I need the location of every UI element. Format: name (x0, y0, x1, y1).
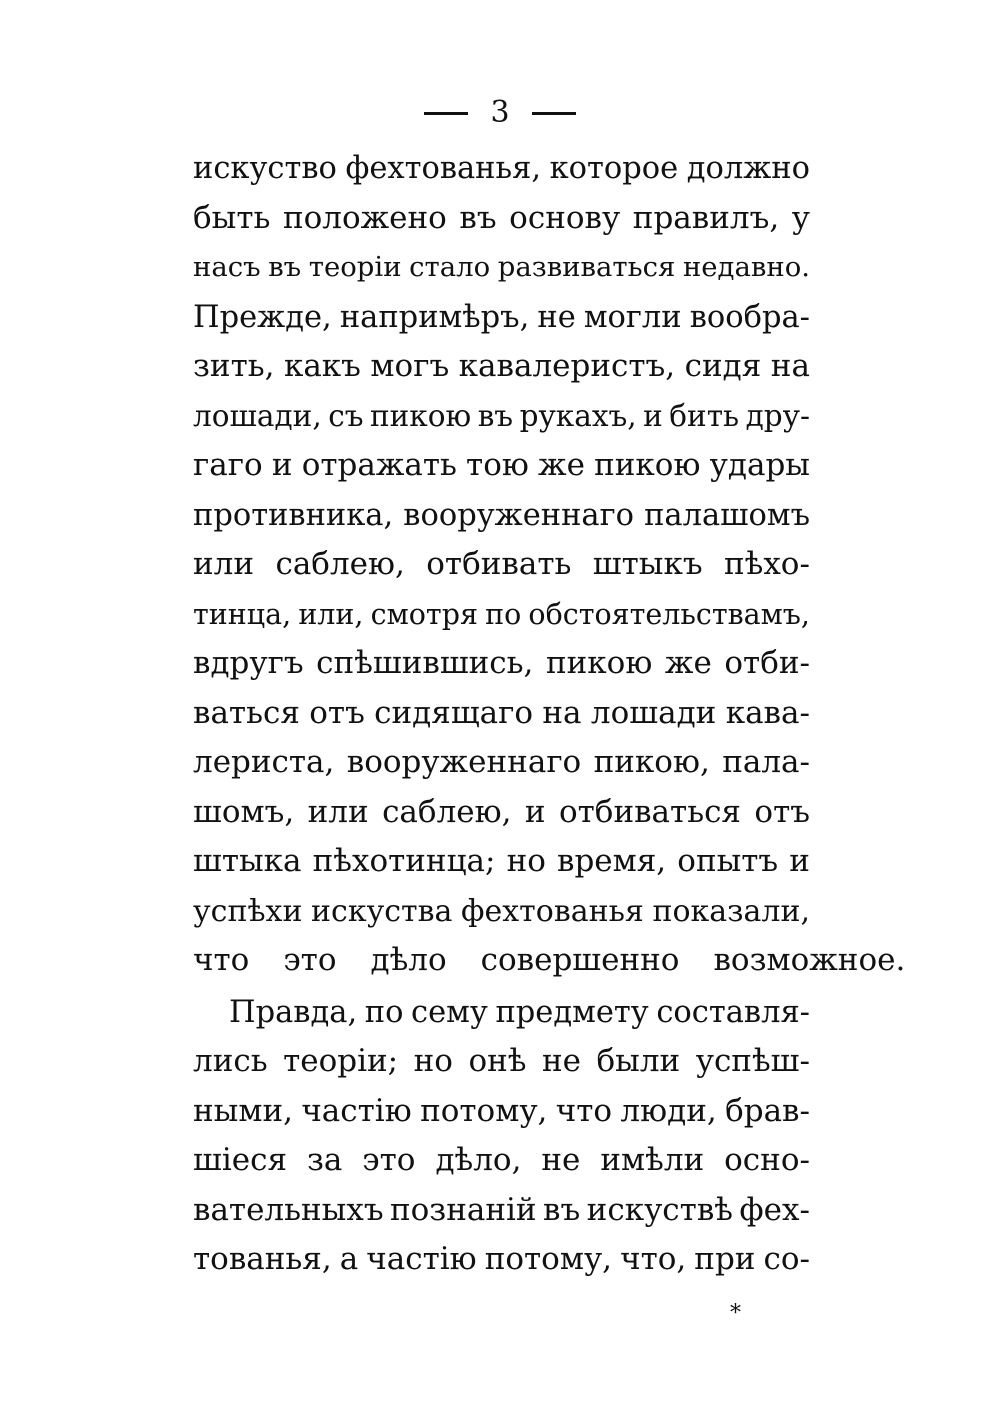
word: пѣхотинца; (312, 843, 496, 879)
word: вдругъ (193, 645, 304, 681)
word: могъ (370, 348, 450, 384)
word: же (538, 447, 585, 483)
word: бить (669, 398, 740, 433)
word: отбивать (426, 546, 572, 582)
word: дѣло (370, 942, 447, 978)
word: что, (620, 1241, 687, 1277)
word: въ (268, 251, 302, 283)
word: что (555, 1092, 613, 1129)
word: сидя (684, 348, 762, 384)
word: смотря (370, 597, 478, 631)
text-line (193, 988, 810, 1038)
word: и (789, 843, 810, 879)
word: ными, (193, 1092, 293, 1129)
word: со- (763, 1241, 810, 1277)
word: частію (301, 1092, 412, 1129)
word: стало (409, 251, 491, 283)
word: не (541, 1142, 581, 1178)
word: это (283, 942, 337, 978)
word: кавалеристъ, (458, 348, 676, 384)
word: были (596, 1043, 681, 1079)
word: саблею, (275, 546, 405, 582)
word: гаго (193, 447, 263, 483)
word: шомъ, (193, 793, 295, 830)
word: обстоятельствамъ, (528, 597, 810, 631)
word: шіеся (193, 1142, 287, 1178)
word: напримѣръ, (339, 299, 530, 335)
word: или (307, 793, 369, 830)
word: штыкъ (592, 546, 703, 582)
word: и (643, 398, 663, 433)
text-line (193, 788, 810, 838)
word: пикою (369, 398, 472, 433)
text-line (193, 491, 810, 541)
word: а (339, 1241, 359, 1277)
word: палашомъ (644, 497, 810, 533)
text-line (193, 194, 810, 244)
word: въ (459, 199, 497, 236)
word: съ (328, 398, 364, 433)
word: совершенно (480, 942, 680, 978)
word: противника, (193, 497, 394, 533)
word: за (306, 1142, 343, 1178)
page-header (0, 92, 1000, 133)
word: пѣхо- (723, 546, 810, 582)
word: по (364, 994, 404, 1030)
text-line (193, 342, 810, 392)
word: успѣш- (695, 1043, 810, 1079)
word: отражать (301, 447, 457, 483)
text-line (193, 293, 810, 343)
word: насъ (193, 251, 261, 283)
word: могли (583, 299, 682, 335)
word: люди, (620, 1092, 717, 1129)
word: положено (282, 199, 447, 236)
word: быть (193, 199, 271, 236)
word: отбиваться (558, 793, 741, 830)
word: опытъ (677, 843, 779, 879)
word: тинца, (193, 597, 292, 631)
text-line (193, 738, 810, 788)
word: кава- (725, 694, 810, 731)
word: но (506, 843, 546, 879)
word: теоріи; (283, 1043, 399, 1079)
word: пала- (722, 744, 810, 780)
word: тованья, (193, 1241, 332, 1277)
text-line (193, 1087, 810, 1137)
word: познаній (389, 1191, 537, 1228)
text-line (193, 837, 810, 887)
word: правилъ, (632, 199, 780, 236)
text-line (193, 1186, 810, 1236)
word: сему (411, 994, 488, 1030)
word: лошади (590, 694, 717, 731)
word: ваться (193, 694, 300, 731)
text-line (193, 1037, 810, 1087)
word: успѣхи (193, 893, 303, 929)
word: частію (366, 1241, 477, 1277)
word: лись (193, 1043, 268, 1079)
word: пикою, (593, 744, 710, 780)
word: въ (543, 1191, 581, 1228)
word: фехтованья, (345, 151, 542, 186)
word: въ (477, 398, 514, 433)
text-line (193, 887, 810, 937)
word: искуствѣ (586, 1191, 733, 1228)
word: не (537, 299, 576, 335)
word: дру- (745, 398, 810, 433)
word: но (413, 1043, 453, 1079)
word: отъ (309, 694, 365, 731)
word: должно (686, 151, 810, 186)
text-line (193, 392, 810, 442)
word: фехтованья (461, 893, 644, 929)
text-line (193, 540, 810, 590)
body-text (193, 144, 906, 1285)
word: показали, (652, 893, 810, 929)
word: Правда, (229, 994, 358, 1030)
word: отби- (724, 645, 810, 681)
word: время, (557, 843, 667, 879)
word: которое (549, 151, 679, 186)
signature-mark: * (730, 1301, 741, 1326)
word: и (524, 793, 546, 830)
word: что (193, 942, 250, 978)
header-dash-left (424, 112, 468, 115)
page-number: 3 (490, 95, 510, 130)
word: же (664, 645, 712, 681)
word: основу (509, 199, 621, 236)
word: фех- (739, 1191, 810, 1228)
word: составля- (656, 994, 810, 1030)
word: не (541, 1043, 581, 1079)
text-line (193, 639, 810, 689)
header-dash-right (532, 112, 576, 115)
word: искуство (193, 151, 337, 186)
word: искуства (311, 893, 453, 929)
word: возможное. (713, 942, 906, 978)
word: брав- (725, 1092, 810, 1129)
word: сидящаго (374, 694, 534, 731)
word: вооруженнаго (346, 744, 582, 780)
word: вооруженнаго (403, 497, 634, 533)
word: потому, (484, 1241, 613, 1277)
word: вообра- (689, 299, 810, 335)
text-line (193, 590, 810, 640)
word: вательныхъ (193, 1191, 384, 1228)
word: саблею, (382, 793, 512, 830)
word: какъ (283, 348, 361, 384)
text-line (193, 1235, 810, 1285)
word: Прежде, (193, 299, 332, 335)
text-line (193, 936, 906, 986)
word: или (193, 546, 255, 582)
word: развиваться (497, 251, 676, 283)
word: у (791, 199, 810, 236)
word: по (485, 597, 522, 631)
word: лошади, (193, 398, 322, 433)
word: на (542, 694, 582, 731)
word: это (362, 1142, 416, 1178)
word: дѣло, (435, 1142, 522, 1178)
word: пикою (545, 645, 653, 681)
word: пикою (594, 447, 701, 483)
word: лериста, (193, 744, 335, 780)
word: рукахъ, (519, 398, 637, 433)
word: спѣшившись, (316, 645, 534, 681)
word: онѣ (468, 1043, 527, 1079)
word: потому, (420, 1092, 548, 1129)
word: тою (466, 447, 529, 483)
word: удары (709, 447, 810, 483)
word: теоріи (308, 251, 402, 283)
text-line (193, 441, 810, 491)
word: недавно. (682, 251, 810, 283)
text-line (193, 1136, 810, 1186)
word: штыка (193, 843, 302, 879)
word: осно- (724, 1142, 810, 1178)
text-line (193, 689, 810, 739)
word: отъ (754, 793, 810, 830)
text-line (193, 144, 810, 194)
word: при (694, 1241, 756, 1277)
word: и (271, 447, 293, 483)
word: предмету (495, 994, 649, 1030)
text-line (193, 243, 810, 293)
word: или, (298, 597, 364, 631)
word: имѣли (600, 1142, 705, 1178)
word: зить, (193, 348, 275, 384)
word: на (770, 348, 810, 384)
